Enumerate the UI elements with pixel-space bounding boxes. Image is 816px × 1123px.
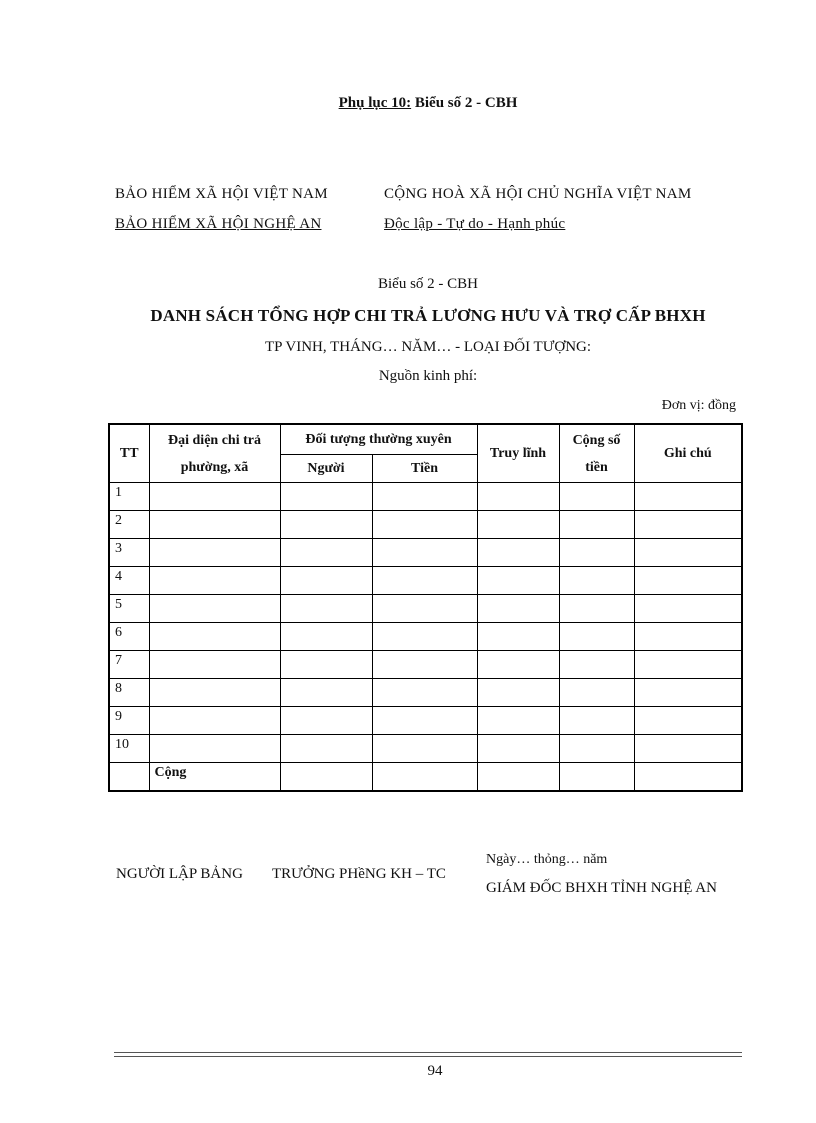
row-number: 4 bbox=[109, 567, 149, 595]
appendix-heading bbox=[0, 95, 816, 112]
appendix-form: Biểu số 2 - CBH bbox=[414, 95, 518, 111]
col-tt: TT bbox=[109, 424, 149, 483]
preparer-signature: NGƯỜI LẬP BẢNG bbox=[116, 866, 243, 882]
table-row bbox=[109, 735, 742, 763]
table-row bbox=[109, 707, 742, 735]
signature-date: Ngày… thỏng… năm bbox=[486, 852, 608, 867]
row-number: 7 bbox=[109, 651, 149, 679]
department-head-signature: TRƯỞNG PHềNG KH – TC bbox=[272, 866, 446, 882]
row-number: 1 bbox=[109, 483, 149, 511]
table-row bbox=[109, 595, 742, 623]
col-total: Cộng số tiền bbox=[559, 424, 634, 483]
col-notes: Ghi chú bbox=[634, 424, 742, 483]
total-row bbox=[109, 763, 742, 791]
national-motto: Độc lập - Tự do - Hạnh phúc bbox=[384, 216, 566, 232]
summary-table bbox=[108, 423, 743, 792]
row-number: 8 bbox=[109, 679, 149, 707]
col-arrears: Truy lĩnh bbox=[477, 424, 559, 483]
agency-line-2: BẢO HIỂM XÃ HỘI NGHỆ AN bbox=[115, 216, 322, 232]
currency-unit: Đơn vị: đồng bbox=[661, 398, 736, 413]
appendix-label: Phụ lục 10: bbox=[338, 95, 412, 111]
col-representative: Đại diện chi trả phường, xã bbox=[149, 424, 280, 483]
row-number: 3 bbox=[109, 539, 149, 567]
agency-line-1: BẢO HIỂM XÃ HỘI VIỆT NAM bbox=[115, 186, 328, 202]
table-row bbox=[109, 483, 742, 511]
row-number: 10 bbox=[109, 735, 149, 763]
national-title: CỘNG HOÀ XÃ HỘI CHỦ NGHĨA VIỆT NAM bbox=[384, 186, 692, 202]
table-row bbox=[109, 511, 742, 539]
footer-rule bbox=[114, 1052, 742, 1053]
col-money: Tiền bbox=[372, 455, 477, 483]
table-row bbox=[109, 651, 742, 679]
table-row bbox=[109, 623, 742, 651]
form-number: Biểu số 2 - CBH bbox=[377, 276, 478, 292]
col-regular-group: Đối tượng thường xuyên bbox=[280, 424, 477, 455]
document-subtitle: TP VINH, THÁNG… NĂM… - LOẠI ĐỐI TƯỢNG: bbox=[264, 339, 592, 355]
row-number: 9 bbox=[109, 707, 149, 735]
document-title: DANH SÁCH TỔNG HỢP CHI TRẢ LƯƠNG HƯU VÀ TRỢ CẤP BHXH bbox=[150, 306, 706, 325]
footer-rule bbox=[114, 1056, 742, 1057]
table-row bbox=[109, 539, 742, 567]
funding-source: Nguồn kinh phí: bbox=[378, 368, 478, 384]
director-signature: GIÁM ĐỐC BHXH TỈNH NGHỆ AN bbox=[486, 880, 717, 896]
table-row bbox=[109, 567, 742, 595]
row-number: 2 bbox=[109, 511, 149, 539]
col-people: Người bbox=[280, 455, 372, 483]
row-number: 5 bbox=[109, 595, 149, 623]
table-row bbox=[109, 679, 742, 707]
row-number: 6 bbox=[109, 623, 149, 651]
page-number: 94 bbox=[427, 1063, 443, 1079]
total-label: Cộng bbox=[149, 763, 280, 791]
